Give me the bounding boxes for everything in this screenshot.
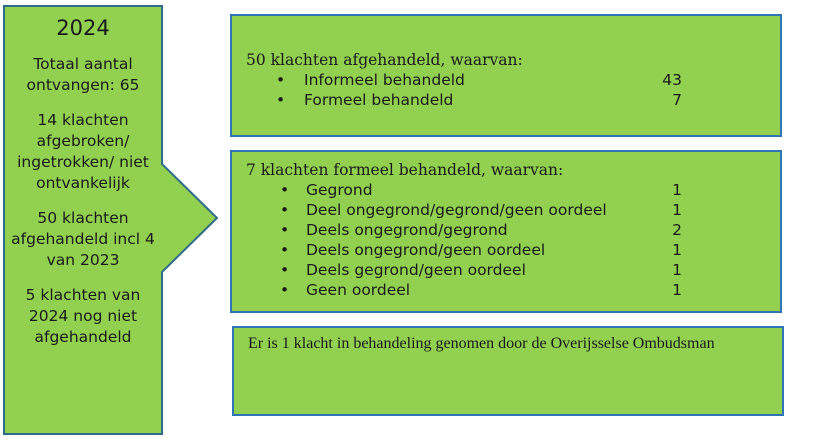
list-item <box>246 280 780 300</box>
list-item <box>246 260 780 280</box>
list-item-count: 1 <box>672 241 682 259</box>
formal-title: 7 klachten formeel behandeld, waarvan: <box>246 161 564 179</box>
list-item-count: 1 <box>672 201 682 219</box>
bullet-icon: • <box>276 71 286 89</box>
list-item-count: 43 <box>662 71 682 89</box>
list-item-label: Deels ongegrond/geen oordeel <box>306 241 546 259</box>
handled-list <box>246 70 780 110</box>
list-item <box>246 220 780 240</box>
pending-stat: 5 klachten van 2024 nog niet afgehandeld <box>25 286 141 346</box>
ombudsman-box <box>232 326 784 416</box>
list-item-label: Deels ongegrond/gegrond <box>306 221 508 239</box>
list-item-label: Informeel behandeld <box>304 71 465 89</box>
summary-column <box>4 6 162 432</box>
formal-box <box>230 150 782 313</box>
list-item-label: Deel ongegrond/gegrond/geen oordeel <box>306 201 607 219</box>
handled-box <box>230 14 782 137</box>
list-item-count: 2 <box>672 221 682 239</box>
bullet-icon: • <box>280 241 290 259</box>
total-received-stat: Totaal aantal ontvangen: 65 <box>26 55 140 94</box>
bullet-icon: • <box>280 261 290 279</box>
handled-title: 50 klachten afgehandeld, waarvan: <box>246 51 523 69</box>
list-item-label: Formeel behandeld <box>304 91 454 109</box>
ombudsman-text: Er is 1 klacht in behandeling genomen door de Overijsselse Ombudsman <box>248 335 715 352</box>
bullet-icon: • <box>280 181 290 199</box>
bullet-icon: • <box>280 221 290 239</box>
formal-list <box>246 180 780 300</box>
list-item-label: Deels gegrond/geen oordeel <box>306 261 526 279</box>
list-item-label: Gegrond <box>306 181 373 199</box>
list-item <box>246 90 780 110</box>
list-item <box>246 200 780 220</box>
summary-year: 2024 <box>56 16 110 40</box>
list-item-count: 7 <box>672 91 682 109</box>
list-item-count: 1 <box>672 261 682 279</box>
bullet-icon: • <box>280 281 290 299</box>
aborted-stat: 14 klachten afgebroken/ ingetrokken/ niet ontvankelijk <box>17 111 149 192</box>
list-item <box>246 240 780 260</box>
list-item-label: Geen oordeel <box>306 281 411 299</box>
list-item <box>246 70 780 90</box>
bullet-icon: • <box>276 91 286 109</box>
list-item <box>246 180 780 200</box>
list-item-count: 1 <box>672 281 682 299</box>
handled-stat: 50 klachten afgehandeld incl 4 van 2023 <box>11 209 155 269</box>
list-item-count: 1 <box>672 181 682 199</box>
bullet-icon: • <box>280 201 290 219</box>
